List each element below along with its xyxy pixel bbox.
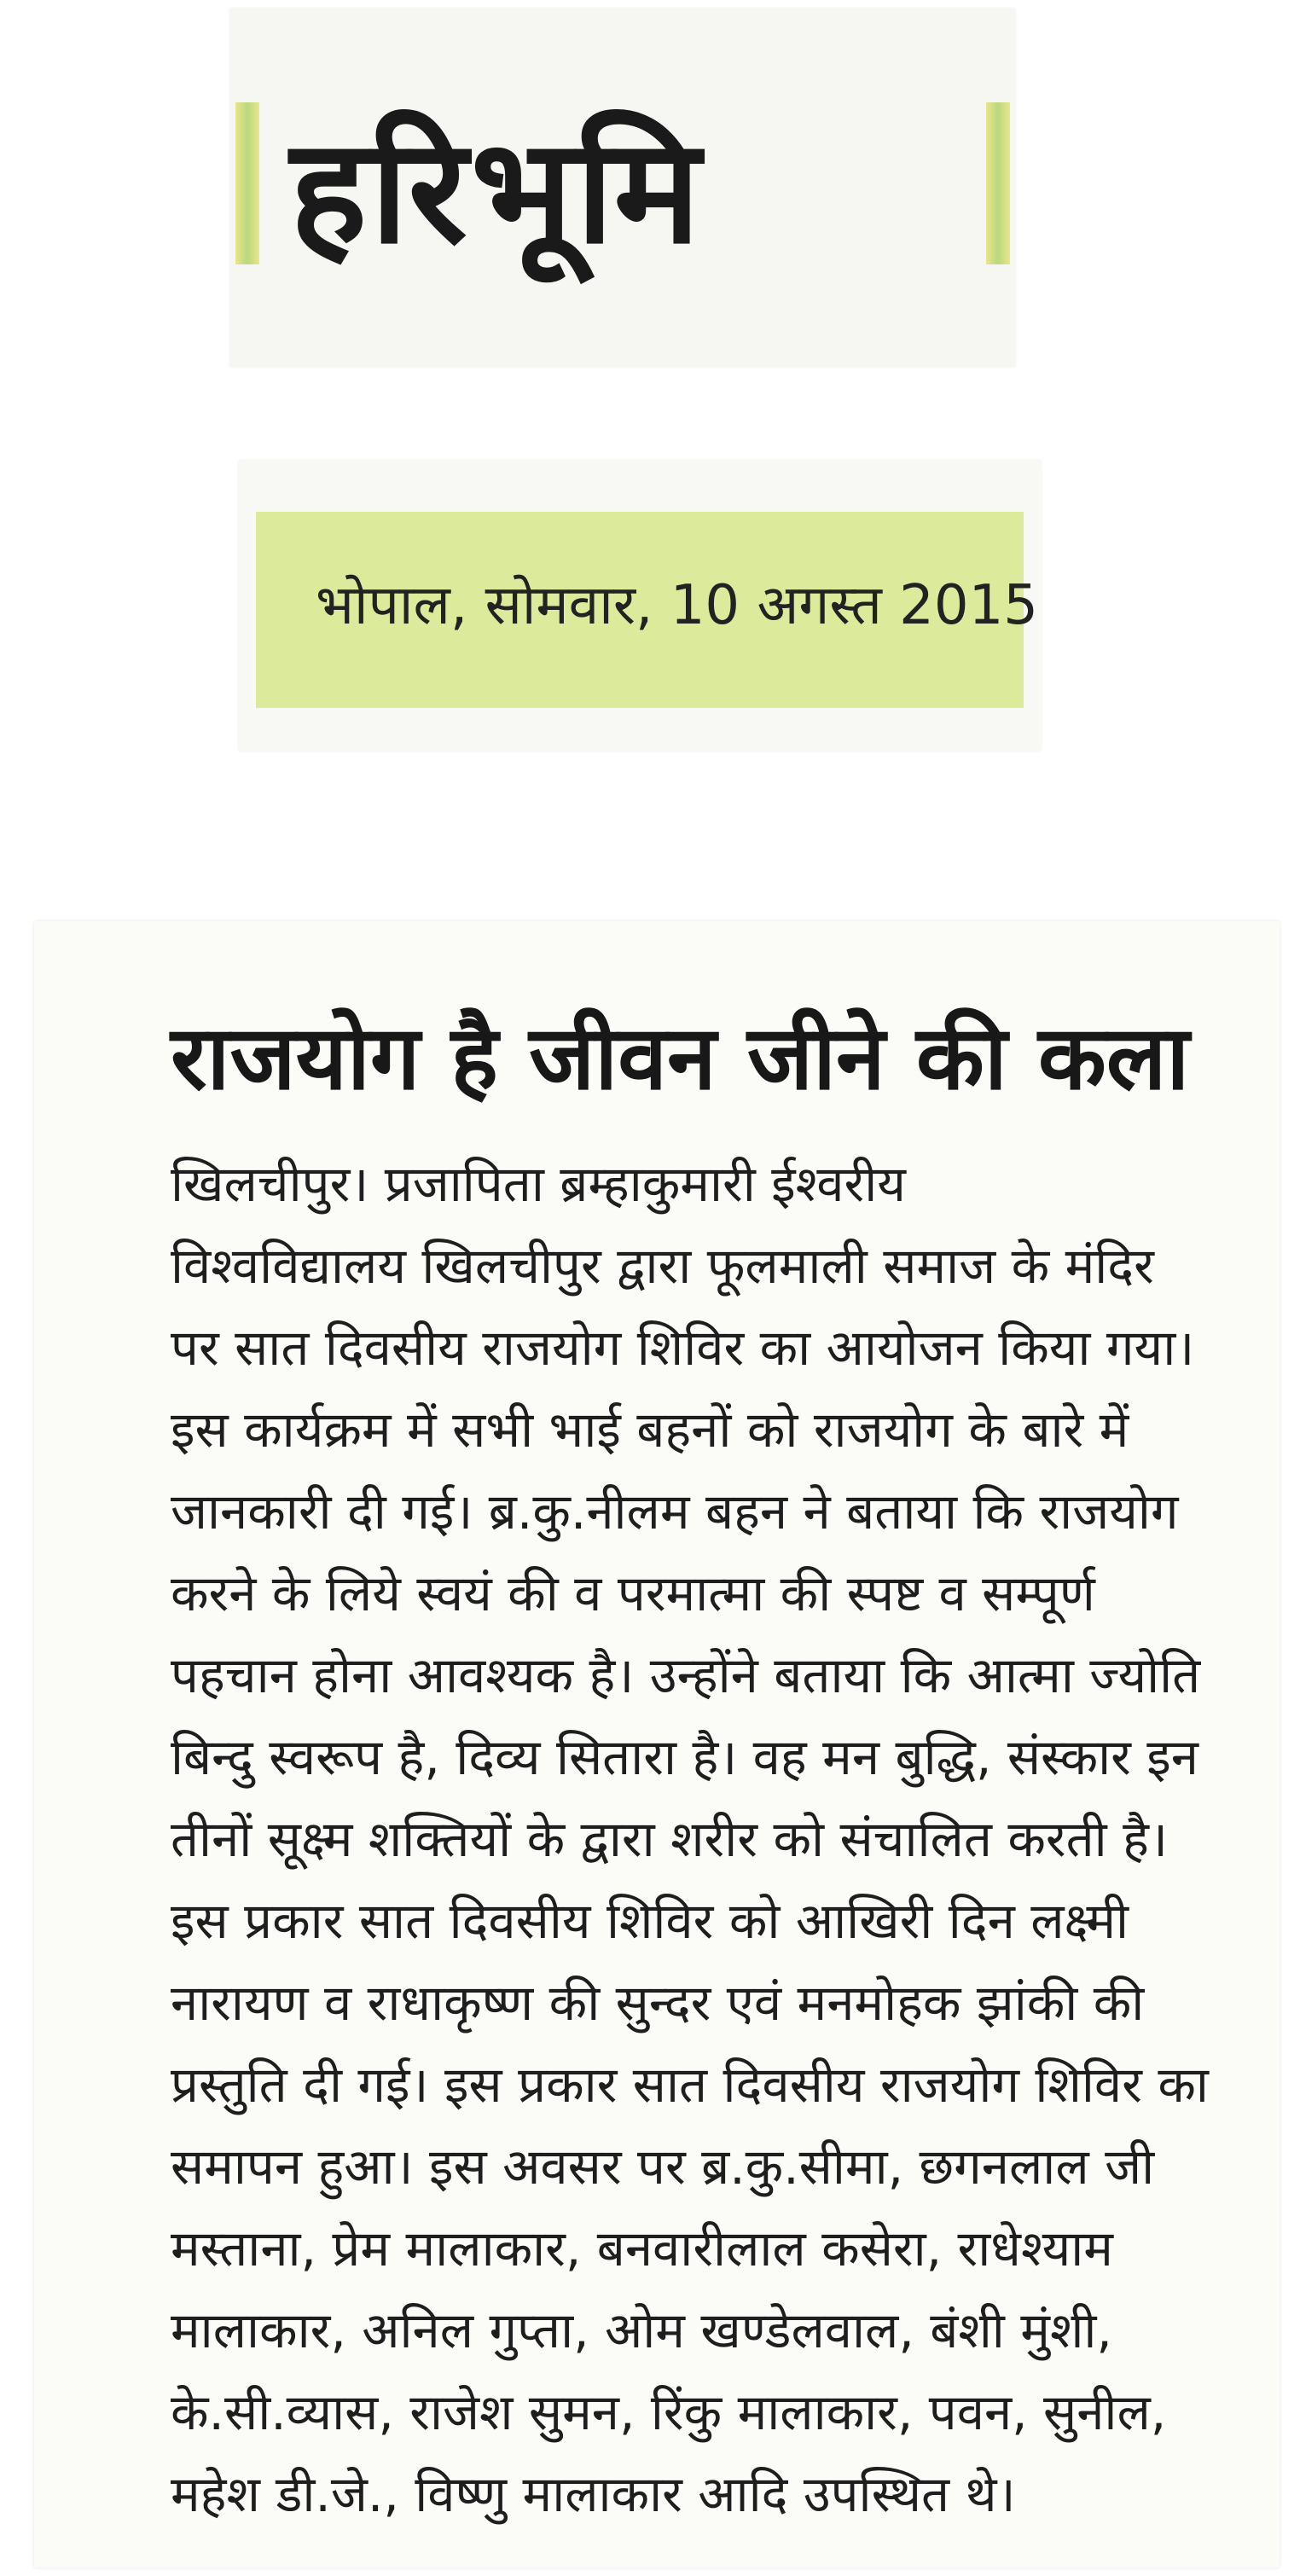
article-line: मस्ताना, प्रेम मालाकार, बनवारीलाल कसेरा, राधेश्याम	[171, 2219, 1113, 2277]
article-line: इस कार्यक्रम में सभी भाई बहनों को राजयोग के बारे में	[171, 1401, 1129, 1459]
dateline-text: भोपाल, सोमवार, 10 अगस्त 2015	[316, 574, 1039, 637]
article-line: पर सात दिवसीय राजयोग शिविर का आयोजन किया गया।	[171, 1319, 1195, 1377]
masthead-clipping	[230, 9, 1015, 367]
newspaper-logo: हरिभूमि	[290, 107, 705, 276]
article-line: के.सी.व्यास, राजेश सुमन, रिंकु मालाकार, पवन, सुनील,	[171, 2383, 1167, 2441]
article-headline: राजयोग है जीवन जीने की कला	[171, 1006, 1190, 1110]
masthead-left-stripe	[235, 102, 259, 264]
article-line: नारायण व राधाकृष्ण की सुन्दर एवं मनमोहक झांकी की	[171, 1974, 1145, 2032]
article-line: तीनों सूक्ष्म शक्तियों के द्वारा शरीर को संचालित करती है।	[171, 1810, 1168, 1868]
article-line: विश्वविद्यालय खिलचीपुर द्वारा फूलमाली समाज के मंदिर	[171, 1237, 1154, 1295]
article-line: मालाकार, अनिल गुप्ता, ओम खण्डेलवाल, बंशी मुंशी,	[171, 2301, 1112, 2359]
article-line: जानकारी दी गई। ब्र.कु.नीलम बहन ने बताया कि राजयोग	[171, 1482, 1179, 1540]
article-line: करने के लिये स्वयं की व परमात्मा की स्पष्ट व सम्पूर्ण	[171, 1564, 1095, 1622]
masthead-right-stripe	[986, 102, 1010, 264]
article-line: इस प्रकार सात दिवसीय शिविर को आखिरी दिन लक्ष्मी	[171, 1892, 1129, 1950]
article-line: बिन्दु स्वरूप है, दिव्य सितारा है। वह मन बुद्धि, संस्कार इन	[171, 1728, 1198, 1786]
article-clipping	[34, 921, 1280, 2567]
article-body	[171, 1143, 1271, 2535]
article-line: महेश डी.जे., विष्णु मालाकार आदि उपस्थित थे।	[171, 2465, 1016, 2523]
dateline-clipping	[239, 461, 1041, 751]
article-line: खिलचीपुर। प्रजापिता ब्रम्हाकुमारी ईश्वरीय	[171, 1155, 906, 1213]
article-line: प्रस्तुति दी गई। इस प्रकार सात दिवसीय राजयोग शिविर का	[171, 2056, 1209, 2114]
article-line: समापन हुआ। इस अवसर पर ब्र.कु.सीमा, छगनलाल जी	[171, 2138, 1155, 2196]
article-line: पहचान होना आवश्यक है। उन्होंने बताया कि आत्मा ज्योति	[171, 1646, 1201, 1704]
